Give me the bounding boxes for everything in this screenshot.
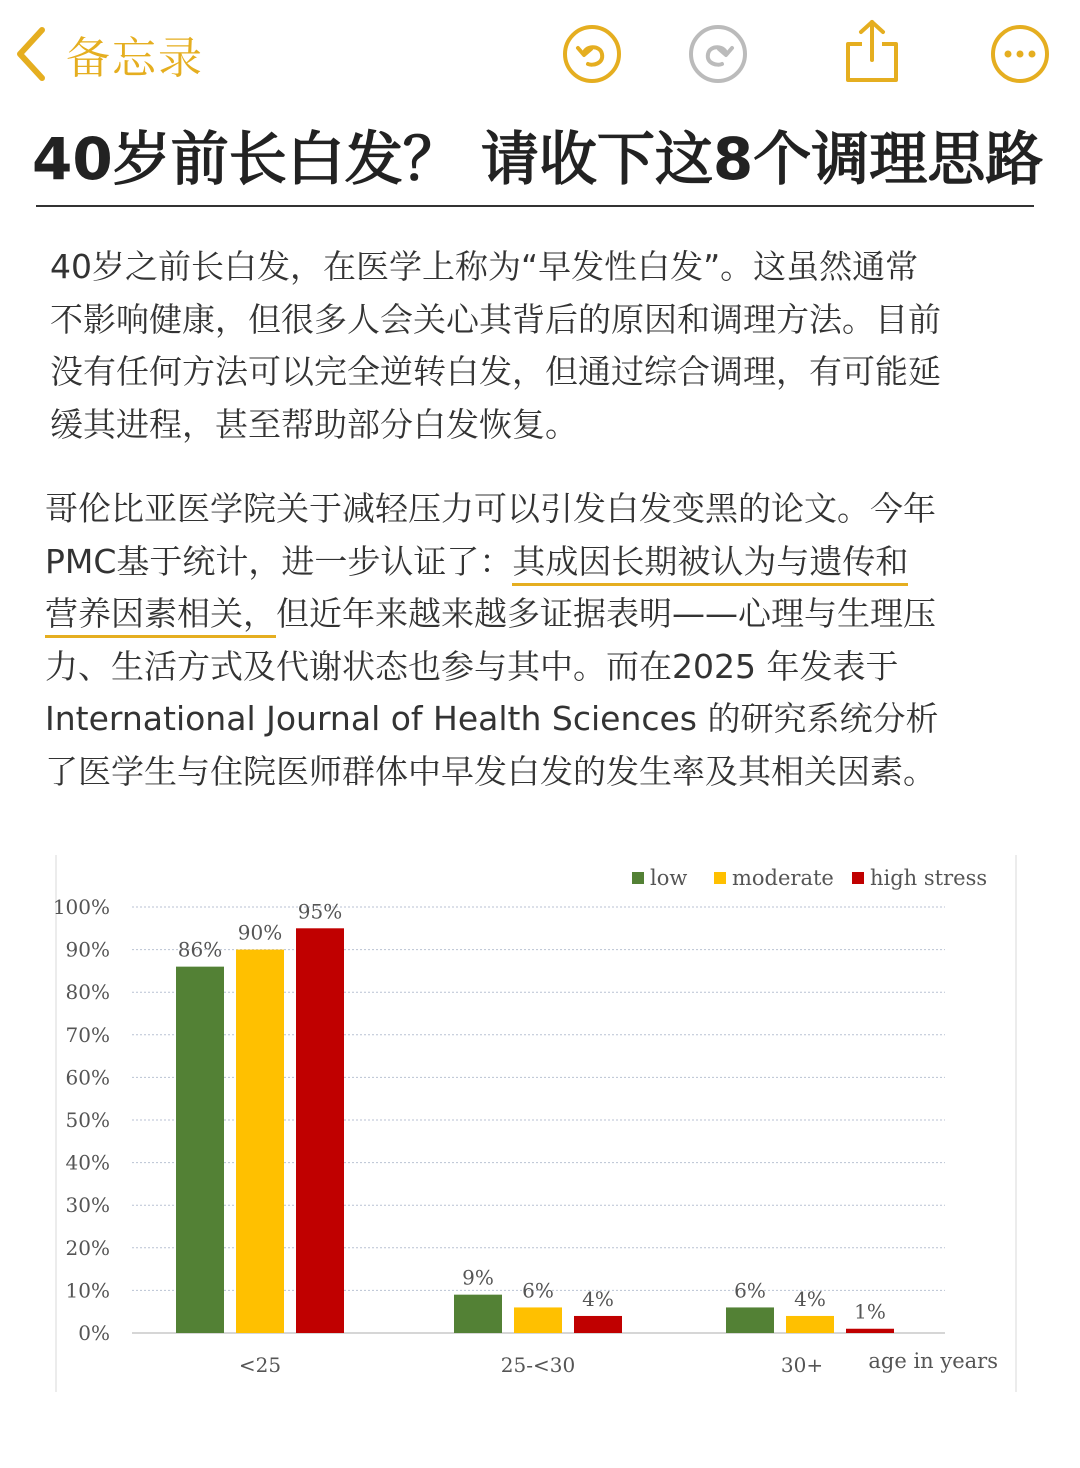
x-tick-label: 30+ — [780, 1353, 824, 1377]
share-button[interactable] — [842, 18, 902, 78]
back-button[interactable] — [12, 22, 204, 86]
data-label: 4% — [794, 1286, 826, 1311]
y-tick-label: 40% — [65, 1150, 110, 1175]
legend-swatch — [714, 872, 726, 884]
data-label: 9% — [462, 1265, 494, 1290]
bar — [786, 1316, 834, 1333]
data-label: 4% — [582, 1286, 614, 1311]
bar — [574, 1316, 622, 1333]
title-divider — [36, 205, 1034, 207]
redo-button[interactable] — [688, 24, 748, 84]
bar — [846, 1329, 894, 1333]
y-tick-label: 50% — [65, 1108, 110, 1132]
paragraph-line — [45, 536, 938, 589]
paragraph-line: 哥伦比亚医学院关于减轻压力可以引发白发变黑的论文。今年 — [45, 489, 936, 528]
undo-icon — [562, 24, 622, 84]
more-button[interactable] — [990, 24, 1050, 84]
bar — [726, 1307, 774, 1333]
y-tick-label: 80% — [65, 980, 110, 1005]
bar — [514, 1307, 562, 1333]
y-tick-label: 100% — [52, 895, 110, 919]
data-label: 6% — [734, 1278, 766, 1303]
legend-label: low — [650, 866, 688, 890]
top-navigation-bar — [0, 0, 1080, 110]
paragraph-line: 力、生活方式及代谢状态也参与其中。而在2025 年发表于 — [45, 646, 899, 686]
x-tick-label: 25-<30 — [500, 1353, 576, 1377]
chevron-left-icon — [12, 24, 48, 84]
y-tick-label: 60% — [65, 1065, 110, 1090]
legend-swatch — [632, 872, 644, 884]
paragraph-line: 了医学生与住院医师群体中早发白发的发生率及其相关因素。 — [45, 751, 936, 791]
bar — [236, 950, 284, 1333]
text-segment: PMC基于统计，进一步认证了： — [45, 541, 513, 581]
paragraph-line: 40岁之前长白发，在医学上称为“早发性白发”。这虽然通常 — [50, 247, 919, 286]
bar-chart-image — [40, 850, 1040, 1400]
paragraph-line: 缓其进程，甚至帮助部分白发恢复。 — [50, 404, 578, 444]
highlighted-text: 营养因素相关， — [45, 594, 276, 638]
paragraph-research — [45, 483, 938, 798]
legend-swatch — [852, 872, 864, 884]
bar — [454, 1295, 502, 1333]
y-tick-label: 70% — [65, 1022, 110, 1047]
data-label: 95% — [297, 899, 343, 924]
back-label: 备忘录 — [66, 33, 204, 84]
y-tick-label: 20% — [65, 1235, 110, 1260]
paragraph-line: 不影响健康，但很多人会关心其背后的原因和调理方法。目前 — [50, 299, 941, 339]
legend-label: high stress — [870, 866, 988, 890]
data-label: 86% — [177, 937, 223, 962]
paragraph-line: International Journal of Health Sciences 的研究系统分析 — [45, 699, 939, 738]
data-label: 1% — [854, 1299, 886, 1324]
y-tick-label: 0% — [78, 1321, 110, 1345]
data-label: 6% — [522, 1278, 554, 1303]
more-icon — [990, 24, 1050, 84]
x-tick-label: <25 — [238, 1353, 282, 1377]
paragraph-line: 没有任何方法可以完全逆转白发，但通过综合调理，有可能延 — [50, 352, 941, 391]
paragraph-line — [45, 588, 938, 641]
bar-chart — [40, 850, 1040, 1400]
y-tick-label: 90% — [65, 937, 110, 962]
redo-icon — [688, 24, 748, 84]
bar — [176, 967, 224, 1333]
data-label: 90% — [237, 920, 283, 945]
y-tick-label: 30% — [65, 1193, 110, 1218]
share-icon — [842, 18, 902, 86]
undo-button[interactable] — [562, 24, 622, 84]
highlighted-text: 其成因长期被认为与遗传和 — [512, 542, 908, 586]
bar — [296, 928, 344, 1333]
note-title: 40岁前长白发？ 请收下这8个调理思路 — [32, 125, 1044, 193]
text-segment: 但近年来越来越多证据表明——心理与生理压 — [276, 594, 936, 633]
y-tick-label: 10% — [65, 1278, 110, 1303]
x-axis-label: age in years — [868, 1349, 998, 1373]
paragraph-intro — [50, 241, 941, 451]
legend-label: moderate — [732, 866, 834, 890]
